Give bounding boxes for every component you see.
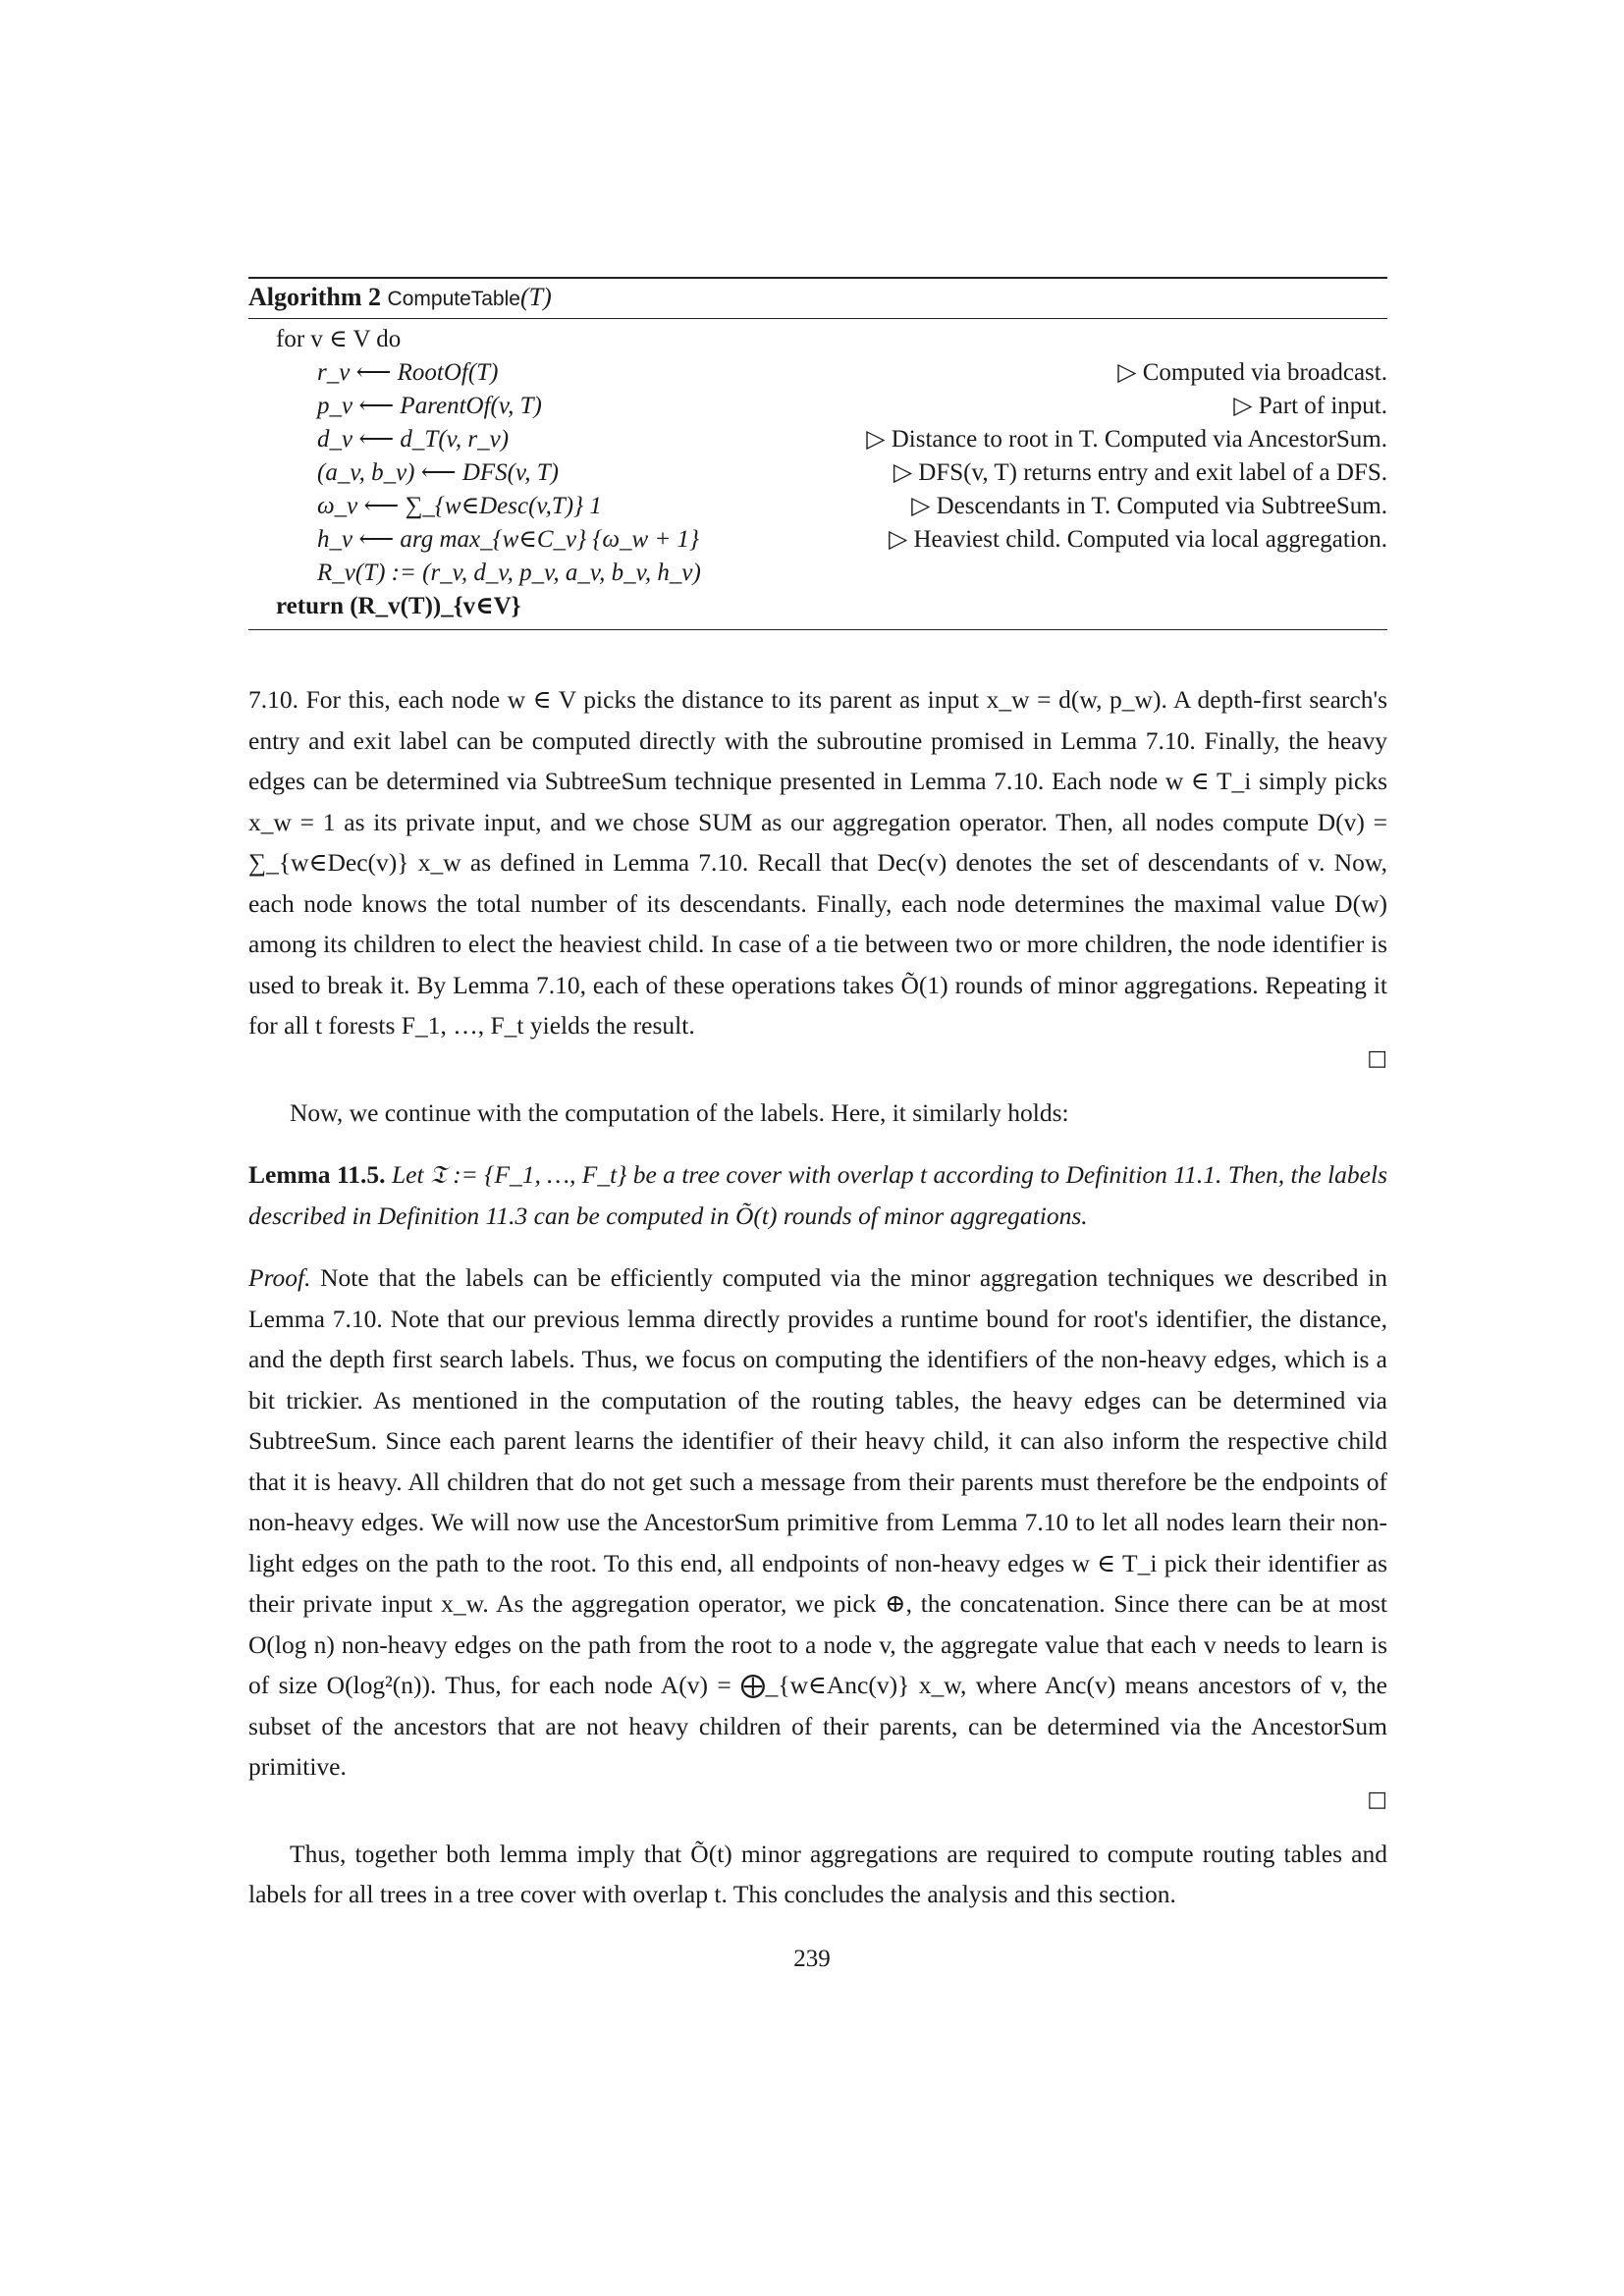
algo-line [248,523,1387,557]
algorithm-body [248,319,1387,629]
lemma-statement: Let 𝔗 := {F_1, …, F_t} be a tree cover with overlap t according to Definition 11.1. Then, the labels described in Definition 11.3 can be computed in Õ(t) rounds of minor aggregations. [248,1160,1388,1230]
algorithm-name: ComputeTable [387,288,520,310]
qed-symbol: □ [1367,1045,1387,1071]
proof-paragraph [248,1257,1387,1788]
qed-row [248,1046,1387,1071]
proof-text: Note that the labels can be efficiently computed via the minor aggregation techniques we described in Lemma 7.10. Note that our previous lemma directly provides a runtime bound for root's identifier, the distance, and the depth first search labels. Thus, we focus on computing the identifiers of the non-heavy edges, which is a bit trickier. As mentioned in the computation of the routing tables, the heavy edges can be determined via SubtreeSum. Since each parent learns the identifier of their heavy child, it can also inform the respective child that it is heavy. All children that do not get such a message from their parents must therefore be the endpoints of non-heavy edges. We will now use the AncestorSum primitive from Lemma 7.10 to let all nodes learn their non-light edges on the path to the root. To this end, all endpoints of non-heavy edges w ∈ T_i pick their identifier as their private input x_w. As the aggregation operator, we pick ⊕, the concatenation. Since there can be at most O(log n) non-heavy edges on the path from the root to a node v, the aggregate value that each v needs to learn is of size O(log²(n)). Thus, for each node A(v) = ⨁_{w∈Anc(v)} x_w, where Anc(v) means ancestors of v, the subset of the ancestors that are not heavy children of their parents, can be determined via the AncestorSum primitive. [248,1263,1388,1781]
paragraph-proof-end [248,679,1387,1071]
algo-code: p_v ⟵ ParentOf(v, T) [317,393,542,419]
algo-line [248,390,1387,423]
algo-line [248,590,1387,623]
algo-line [248,356,1387,390]
algo-line [248,323,1387,356]
algo-comment: ▷ Heaviest child. Computed via local aggregation. [889,526,1387,553]
lemma-11-5 [248,1154,1387,1236]
algo-line [248,423,1387,456]
qed-row [248,1788,1387,1812]
algo-code: for v ∈ V do [276,326,402,352]
algo-code: h_v ⟵ arg max_{w∈C_v} {ω_w + 1} [317,526,700,553]
algo-code: r_v ⟵ RootOf(T) [317,359,499,386]
algo-comment: ▷ Distance to root in T. Computed via AncestorSum. [866,426,1387,453]
qed-symbol: □ [1367,1787,1387,1812]
paragraph-conclusion: Thus, together both lemma imply that Õ(t) minor aggregations are required to compute routing tables and labels for all trees in a tree cover with overlap t. This concludes the analysis and this section. [248,1839,1387,1908]
algo-line [248,557,1387,590]
paragraph-text: 7.10. For this, each node w ∈ V picks the distance to its parent as input x_w = d(w, p_w). A depth-first search's entry and exit label can be computed directly with the subroutine promised in Lemma 7.10. Finally, the heavy edges can be determined via SubtreeSum technique presented in Lemma 7.10. Each node w ∈ T_i simply picks x_w = 1 as its private input, and we chose SUM as our aggregation operator. Then, all nodes compute D(v) = ∑_{w∈Dec(v)} x_w as defined in Lemma 7.10. Recall that Dec(v) denotes the set of descendants of v. Now, each node knows the total number of its descendants. Finally, each node determines the maximal value D(w) among its children to elect the heaviest child. In case of a tie between two or more children, the node identifier is used to break it. By Lemma 7.10, each of these operations takes Õ(1) rounds of minor aggregations. Repeating it for all t forests F_1, …, F_t yields the result. [248,685,1387,1040]
lemma-title: Lemma 11.5. [248,1160,386,1189]
algo-code: (a_v, b_v) ⟵ DFS(v, T) [317,459,559,486]
paragraph-labels-intro: Now, we continue with the computation of the labels. Here, it similarly holds: [290,1097,1069,1127]
algo-comment: ▷ Descendants in T. Computed via SubtreeSum. [911,493,1387,519]
algo-comment: ▷ Computed via broadcast. [1117,359,1387,386]
algo-line [248,456,1387,490]
algo-code: ω_v ⟵ ∑_{w∈Desc(v,T)} 1 [317,493,602,519]
page-number: 239 [793,1946,831,1972]
page-content [248,277,1387,1915]
proof-block [248,1257,1387,1812]
proof-label: Proof. [248,1263,311,1292]
algo-code: return (R_v(T))_{v∈V} [276,593,521,619]
algo-line [248,490,1387,523]
algorithm-label: Algorithm 2 [248,283,382,311]
algo-comment: ▷ Part of input. [1233,393,1387,419]
algo-code: R_v(T) := (r_v, d_v, p_v, a_v, b_v, h_v) [317,560,701,586]
algorithm-box [248,277,1387,630]
algo-code: d_v ⟵ d_T(v, r_v) [317,426,510,453]
algorithm-header [248,279,1387,319]
algorithm-arg: (T) [519,283,552,311]
algo-comment: ▷ DFS(v, T) returns entry and exit label of a DFS. [893,459,1387,486]
